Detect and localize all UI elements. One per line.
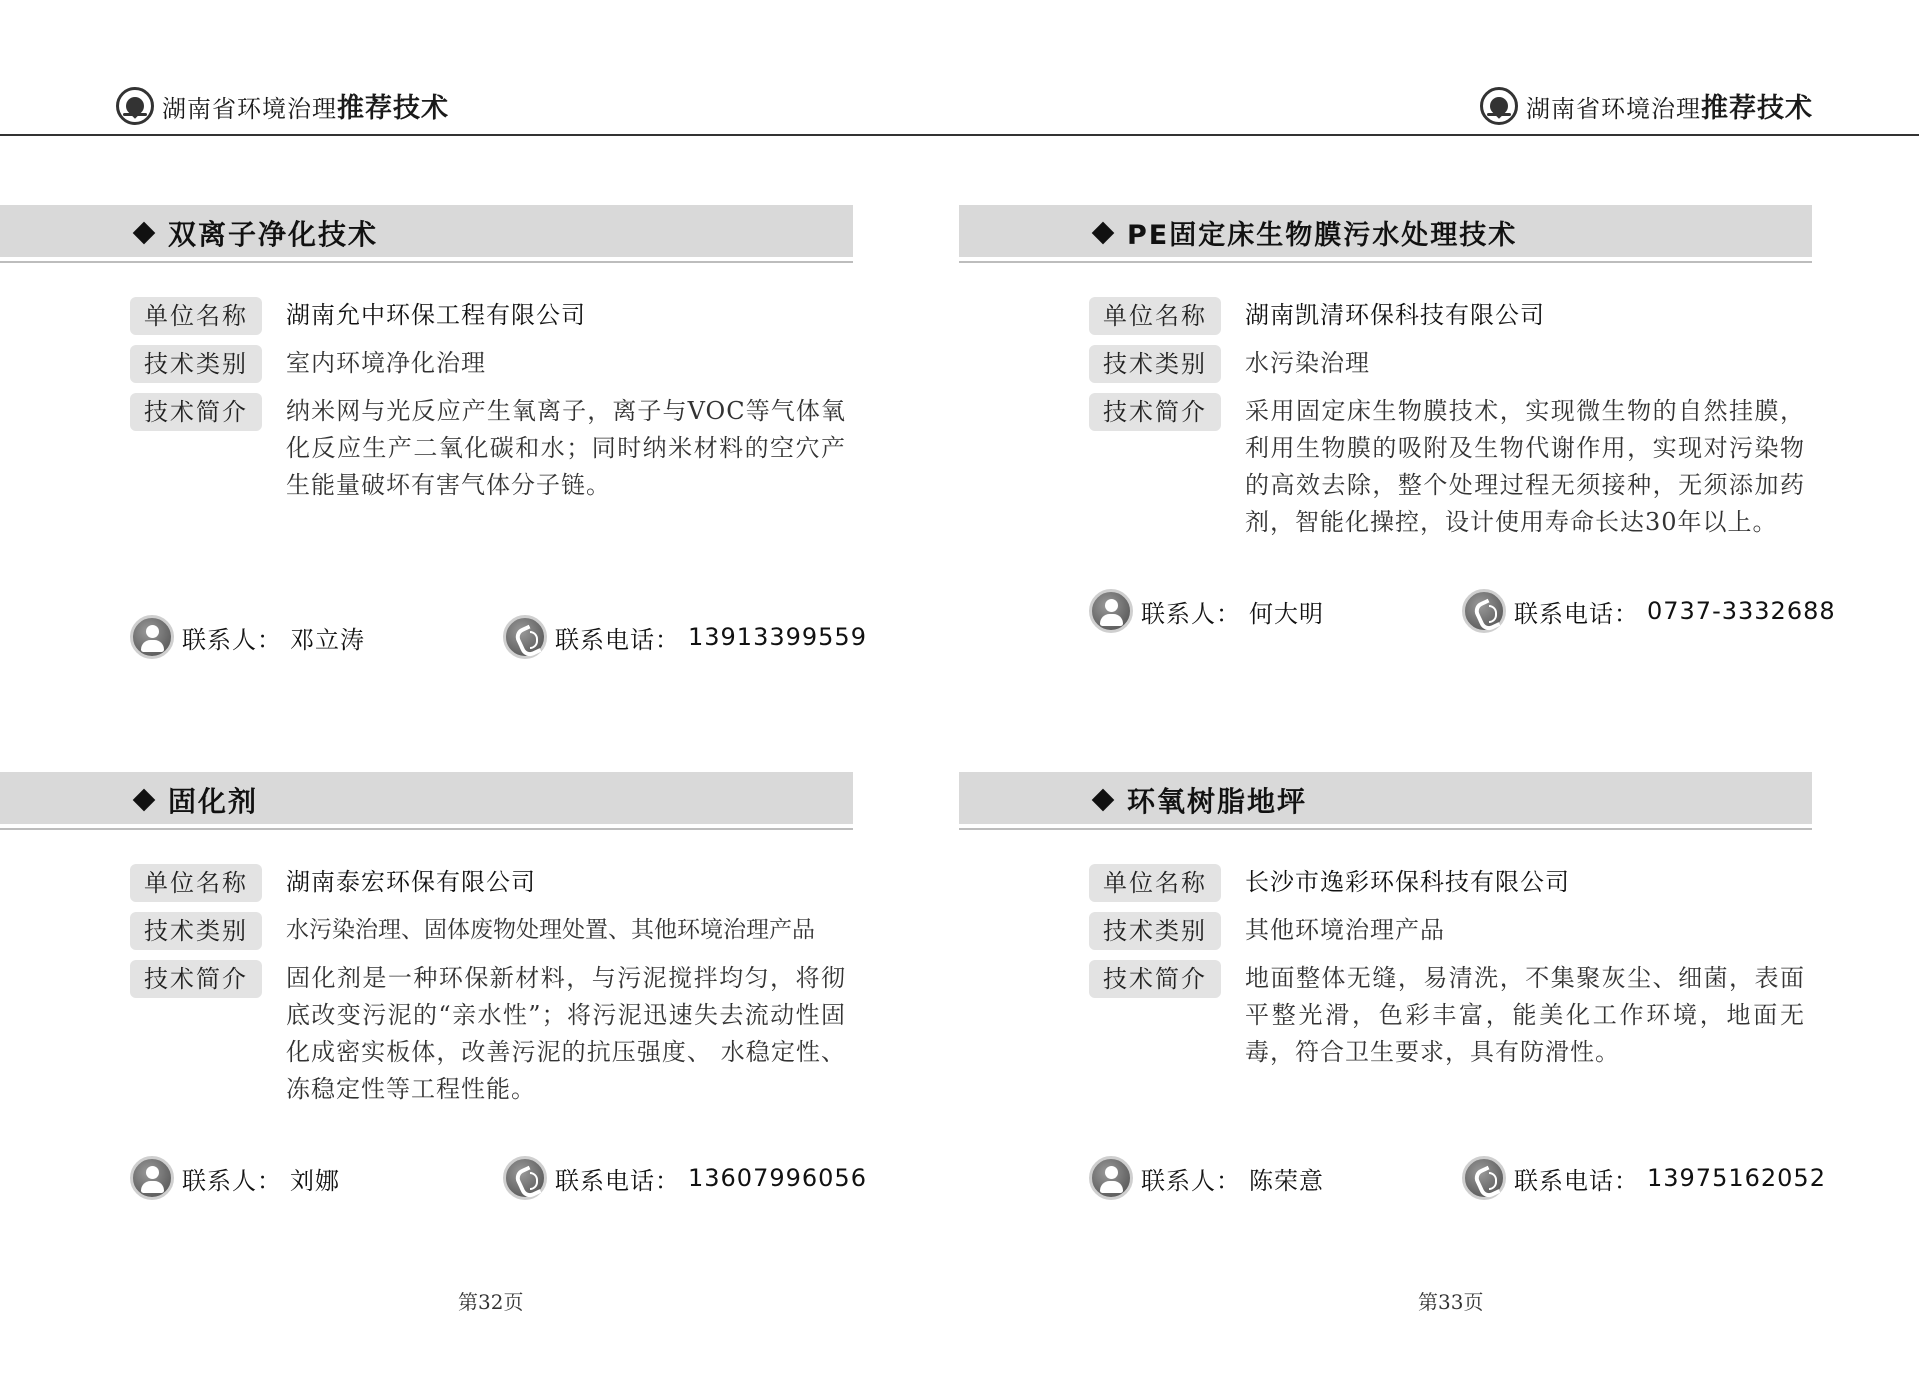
row-intro xyxy=(1089,393,1819,541)
contact-phone-number: 13913399559 xyxy=(688,623,867,651)
contact-phone-number: 13975162052 xyxy=(1647,1164,1826,1192)
contact-phone-label: 联系电话： xyxy=(1514,1166,1639,1195)
company-name: 湖南允中环保工程有限公司 xyxy=(286,301,586,329)
label-tech-intro: 技术简介 xyxy=(130,393,262,431)
section-title-band xyxy=(959,772,1812,824)
contact-person-name: 邓立涛 xyxy=(290,625,365,654)
tech-section xyxy=(0,205,880,654)
contact-phone xyxy=(503,615,867,659)
label-tech-intro: 技术简介 xyxy=(130,960,262,998)
tech-category: 水污染治理、固体废物处理处置、其他环境治理产品 xyxy=(286,917,815,943)
section-title-band xyxy=(959,205,1812,257)
row-intro xyxy=(1089,960,1819,1071)
diamond-bullet-icon xyxy=(1092,221,1115,244)
person-icon xyxy=(130,615,174,659)
section-title-band xyxy=(0,772,853,824)
label-tech-intro: 技术简介 xyxy=(1089,393,1221,431)
header-title: 湖南省环境治理推荐技术 xyxy=(162,93,449,124)
contact-person-name: 刘娜 xyxy=(290,1166,340,1195)
tech-category: 室内环境净化治理 xyxy=(286,349,486,377)
label-unit-name: 单位名称 xyxy=(130,864,262,902)
tech-description: 采用固定床生物膜技术，实现微生物的自然挂膜，利用生物膜的吸附及生物代谢作用，实现对污染物的高效去除，整个处理过程无须接种，无须添加药剂，智能化操控，设计使用寿命长达30年以上。 xyxy=(1245,397,1805,536)
logo-icon xyxy=(116,87,154,125)
running-header-right xyxy=(1480,86,1813,125)
page-number-right: 第33页 xyxy=(1418,1290,1484,1314)
label-unit-name: 单位名称 xyxy=(1089,297,1221,335)
info-rows xyxy=(1089,297,1819,551)
info-rows xyxy=(1089,864,1819,1081)
tech-description: 固化剂是一种环保新材料，与污泥搅拌均匀，将彻底改变污泥的“亲水性”；将污泥迅速失去流动性固化成密实板体，改善污泥的抗压强度、 水稳定性、冻稳定性等工程性能。 xyxy=(286,964,846,1103)
person-icon xyxy=(1089,589,1133,633)
phone-icon xyxy=(503,615,547,659)
tech-section xyxy=(959,772,1839,1195)
contact-phone xyxy=(503,1156,867,1200)
contact-phone-number: 13607996056 xyxy=(688,1164,867,1192)
diamond-bullet-icon xyxy=(133,222,156,245)
company-name: 湖南泰宏环保有限公司 xyxy=(286,868,536,896)
row-category xyxy=(130,345,860,383)
diamond-bullet-icon xyxy=(1092,789,1115,812)
contact-person xyxy=(1089,589,1324,633)
contact-person-name: 陈荣意 xyxy=(1249,1166,1324,1195)
section-title-band xyxy=(0,205,853,257)
phone-icon xyxy=(1462,1156,1506,1200)
label-unit-name: 单位名称 xyxy=(130,297,262,335)
info-rows xyxy=(130,297,860,514)
person-icon xyxy=(1089,1156,1133,1200)
header-rule xyxy=(0,134,1919,136)
row-unit xyxy=(130,297,860,335)
phone-icon xyxy=(1462,589,1506,633)
contact-phone xyxy=(1462,589,1836,633)
row-unit xyxy=(1089,864,1819,902)
row-intro xyxy=(130,393,860,504)
section-title: 环氧树脂地坪 xyxy=(1095,780,1307,820)
contact-person-label: 联系人： xyxy=(182,625,282,654)
label-tech-category: 技术类别 xyxy=(130,345,262,383)
contact-person-name: 何大明 xyxy=(1249,599,1324,628)
header-title: 湖南省环境治理推荐技术 xyxy=(1526,93,1813,124)
section-title: 双离子净化技术 xyxy=(136,213,378,253)
contact-person xyxy=(1089,1156,1324,1200)
person-icon xyxy=(130,1156,174,1200)
contact-phone xyxy=(1462,1156,1826,1200)
tech-description: 地面整体无缝，易清洗，不集聚灰尘、细菌，表面平整光滑，色彩丰富，能美化工作环境，地面无毒，符合卫生要求，具有防滑性。 xyxy=(1245,964,1805,1066)
contact-person-label: 联系人： xyxy=(1141,599,1241,628)
row-category xyxy=(1089,345,1819,383)
contact-person-label: 联系人： xyxy=(1141,1166,1241,1195)
contact-person xyxy=(130,615,365,659)
tech-category: 其他环境治理产品 xyxy=(1245,916,1445,944)
label-tech-category: 技术类别 xyxy=(1089,912,1221,950)
diamond-bullet-icon xyxy=(133,789,156,812)
row-unit xyxy=(130,864,860,902)
row-category xyxy=(130,912,860,950)
phone-icon xyxy=(503,1156,547,1200)
tech-category: 水污染治理 xyxy=(1245,349,1370,377)
tech-section xyxy=(0,772,880,1195)
company-name: 长沙市逸彩环保科技有限公司 xyxy=(1245,868,1570,896)
contact-phone-label: 联系电话： xyxy=(555,1166,680,1195)
label-unit-name: 单位名称 xyxy=(1089,864,1221,902)
page-number-left: 第32页 xyxy=(458,1290,524,1314)
logo-icon xyxy=(1480,87,1518,125)
contact-phone-label: 联系电话： xyxy=(555,625,680,654)
label-tech-category: 技术类别 xyxy=(130,912,262,950)
row-intro xyxy=(130,960,860,1108)
contact-person-label: 联系人： xyxy=(182,1166,282,1195)
row-unit xyxy=(1089,297,1819,335)
contact-phone-label: 联系电话： xyxy=(1514,599,1639,628)
company-name: 湖南凯清环保科技有限公司 xyxy=(1245,301,1545,329)
label-tech-intro: 技术简介 xyxy=(1089,960,1221,998)
tech-section xyxy=(959,205,1839,628)
section-title: 固化剂 xyxy=(136,780,258,820)
section-title: PE固定床生物膜污水处理技术 xyxy=(1095,213,1517,252)
info-rows xyxy=(130,864,860,1118)
contact-person xyxy=(130,1156,340,1200)
label-tech-category: 技术类别 xyxy=(1089,345,1221,383)
tech-description: 纳米网与光反应产生氧离子，离子与VOC等气体氧化反应生产二氧化碳和水；同时纳米材料的空穴产生能量破坏有害气体分子链。 xyxy=(286,397,846,499)
row-category xyxy=(1089,912,1819,950)
contact-phone-number: 0737-3332688 xyxy=(1647,597,1836,625)
running-header-left xyxy=(116,86,449,125)
